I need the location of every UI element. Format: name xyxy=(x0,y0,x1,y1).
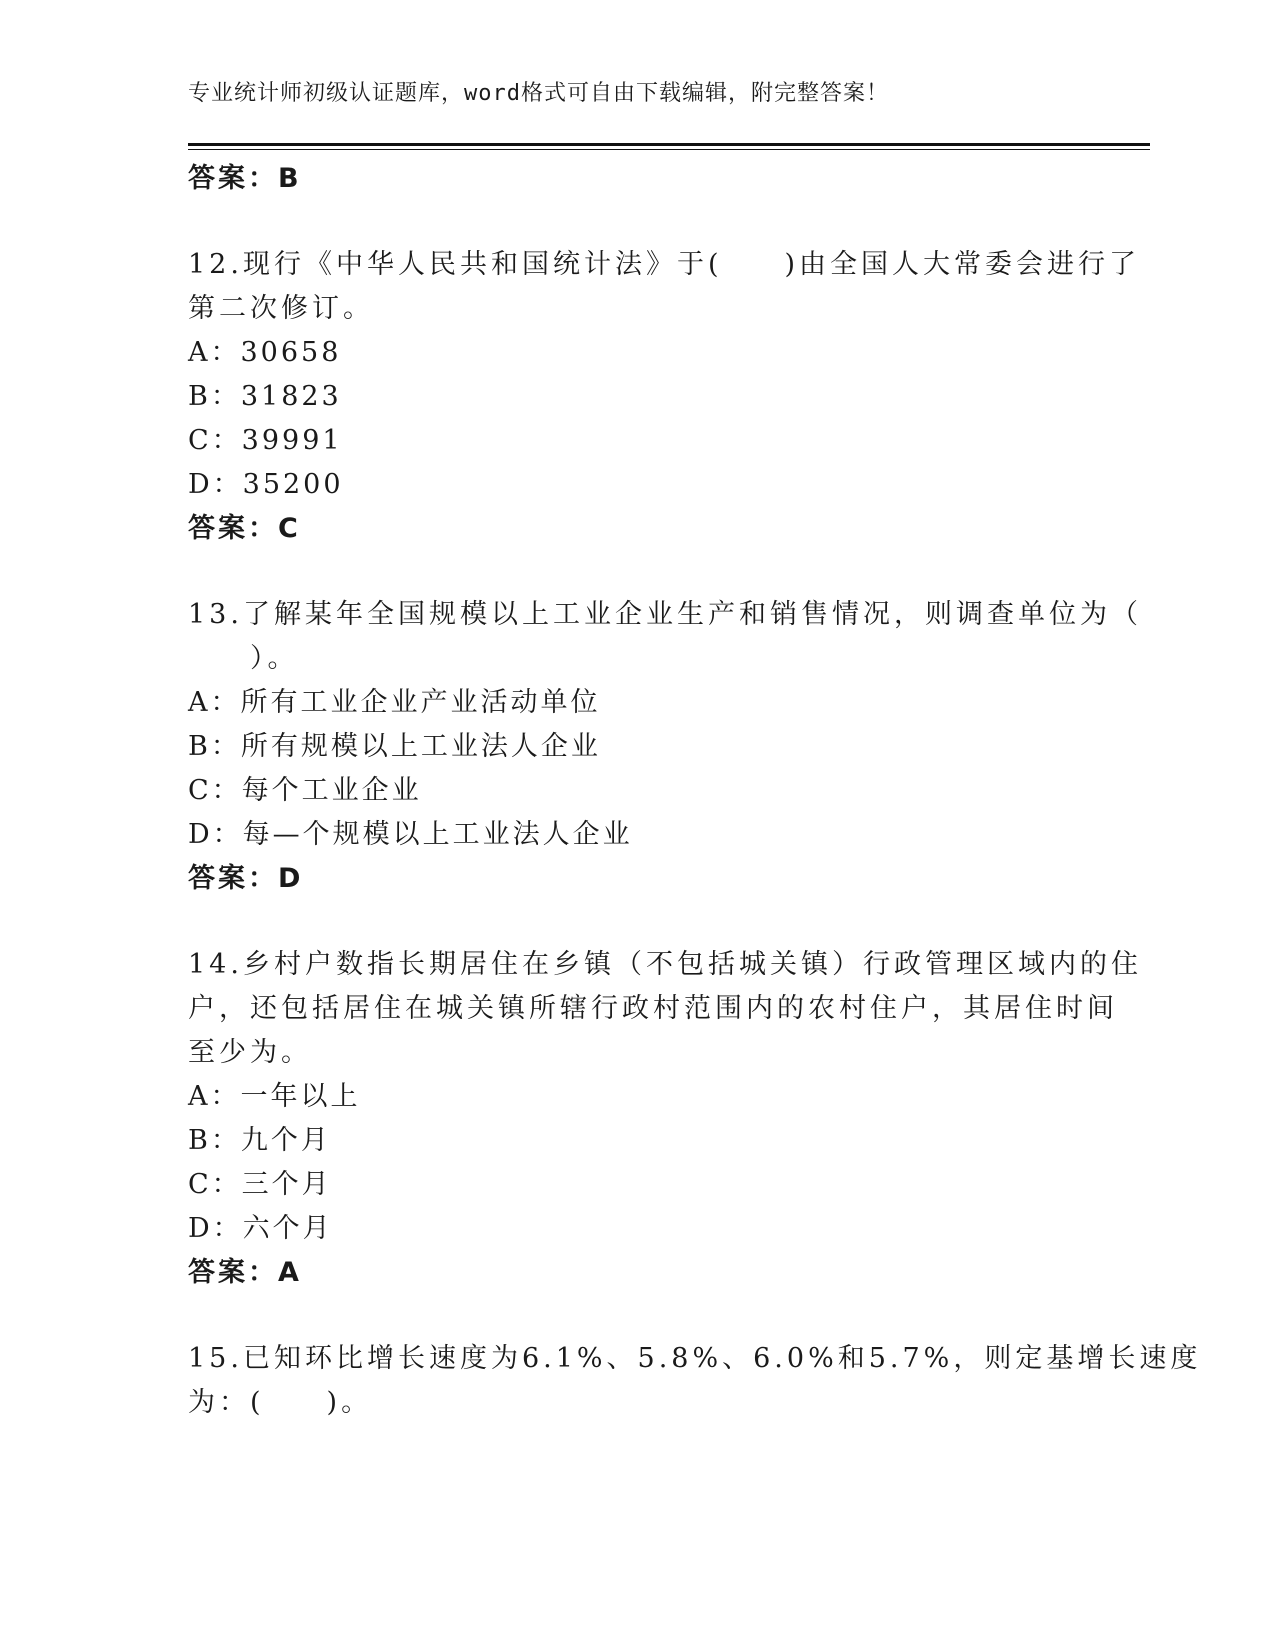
previous-answer: 答案：B xyxy=(188,163,302,194)
question-13-option-a: A：所有工业企业产业活动单位 xyxy=(188,687,601,718)
question-12-line-2: 第二次修订。 xyxy=(188,293,374,324)
question-12-answer: 答案：C xyxy=(188,513,301,544)
question-14-answer: 答案：A xyxy=(188,1257,302,1288)
question-13-line-1: 13.了解某年全国规模以上工业企业生产和销售情况，则调查单位为（ xyxy=(188,599,1142,630)
question-13-option-d: D：每—个规模以上工业法人企业 xyxy=(188,819,633,850)
question-13-option-c: C：每个工业企业 xyxy=(188,775,422,806)
question-13-line-2: ）。 xyxy=(188,643,299,674)
question-12-option-a: A：30658 xyxy=(188,337,342,368)
question-12-option-d: D：35200 xyxy=(188,469,344,500)
question-12-option-c: C：39991 xyxy=(188,425,343,456)
question-14-line-1: 14.乡村户数指长期居住在乡镇（不包括城关镇）行政管理区域内的住 xyxy=(188,949,1142,980)
question-14-option-a: A：一年以上 xyxy=(188,1081,361,1112)
question-12-line-1: 12.现行《中华人民共和国统计法》于( )由全国人大常委会进行了 xyxy=(188,249,1141,280)
question-14-option-d: D：六个月 xyxy=(188,1213,333,1244)
question-13-option-b: B：所有规模以上工业法人企业 xyxy=(188,731,601,762)
question-14-line-3: 至少为。 xyxy=(188,1037,312,1068)
question-15-line-2: 为：( )。 xyxy=(188,1387,373,1418)
question-12-option-b: B：31823 xyxy=(188,381,342,412)
question-14-line-2: 户，还包括居住在城关镇所辖行政村范围内的农村住户，其居住时间 xyxy=(188,993,1118,1024)
page-header: 专业统计师初级认证题库，word格式可自由下载编辑，附完整答案！ xyxy=(188,81,889,106)
question-13-answer: 答案：D xyxy=(188,863,304,894)
question-14-option-b: B：九个月 xyxy=(188,1125,331,1156)
header-rule-thick xyxy=(188,143,1150,146)
question-15-line-1: 15.已知环比增长速度为6.1%、5.8%、6.0%和5.7%，则定基增长速度 xyxy=(188,1343,1202,1374)
header-rule-thin xyxy=(188,149,1150,150)
question-14-option-c: C：三个月 xyxy=(188,1169,332,1200)
